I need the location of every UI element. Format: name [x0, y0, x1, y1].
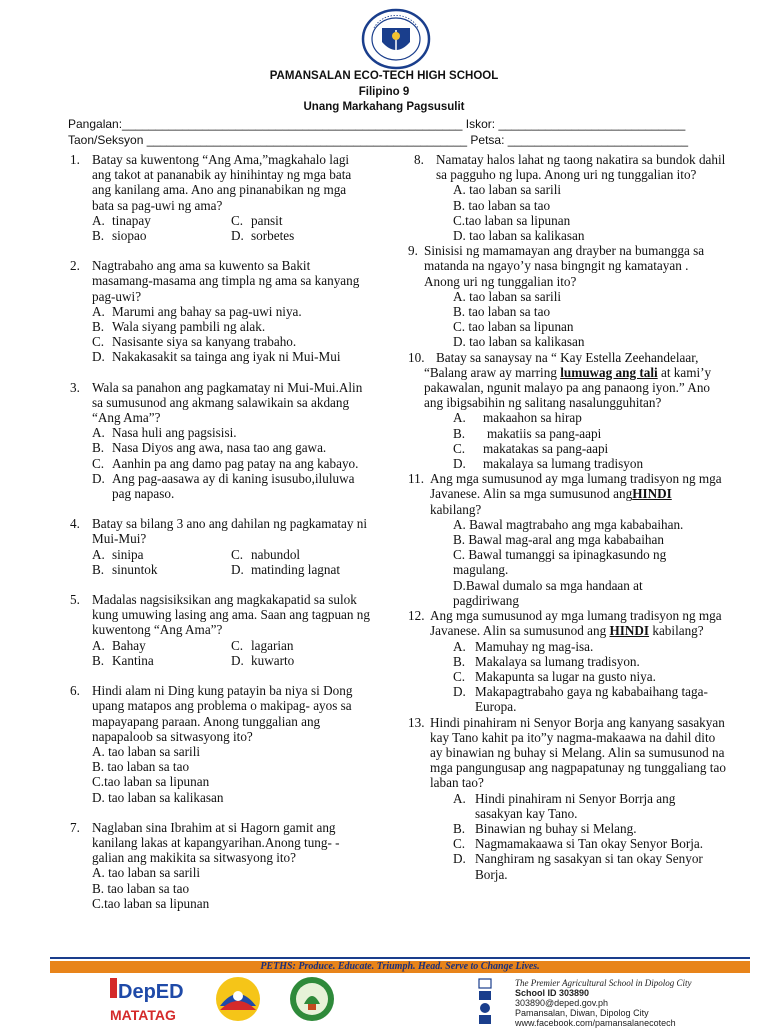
- facebook-link[interactable]: www.facebook.com/pamansalanecotech: [515, 1018, 676, 1028]
- option-b[interactable]: B. Wala siyang pambili ng alak.: [92, 319, 266, 335]
- question-13: [408, 715, 726, 882]
- option-b[interactable]: B. tao laban sa tao: [92, 759, 190, 775]
- option-c[interactable]: C. Nagmamakaawa si Tan okay Senyor Borja.: [453, 836, 704, 852]
- school-seal-logo: [282, 974, 342, 1024]
- question-text: Nagtrabaho ang ama sa kuwento sa Bakit masamang-masama ang timpla ng ama sa kanyang pag-uwi?: [92, 258, 360, 304]
- right-column: [408, 152, 726, 882]
- option-a[interactable]: A. makaahon sa hirap: [453, 410, 582, 426]
- question-text: Naglaban sina Ibrahim at si Hagorn gamit ang kanilang lakas at kapangyarihan.Anong tung- -galian ang makikita sa sitwasyong ito?: [92, 819, 340, 866]
- tagline: The Premier Agricultural School in Dipolog City: [515, 978, 692, 988]
- option-d[interactable]: D.Bawal dumalo sa mga handaan at pagdiriwang: [453, 577, 643, 608]
- question-number: 7.: [70, 819, 80, 835]
- question-text: Wala sa panahon ang pagkamatay ni Mui-Mui.Alin sa sumusunod ang akmang salawikain sa akdang “Ang Ama”?: [92, 379, 363, 426]
- question-6: [70, 683, 370, 805]
- question-8: [408, 152, 726, 243]
- option-c[interactable]: C. nabundol: [231, 546, 301, 562]
- option-a[interactable]: A. tao laban sa sarili: [453, 288, 562, 304]
- section-field[interactable]: ________________________________________________: [146, 133, 468, 147]
- option-d[interactable]: D. sorbetes: [231, 228, 295, 244]
- option-a[interactable]: A. Hindi pinahiram ni Senyor Borrja ang sasakyan kay Tano.: [453, 790, 676, 821]
- option-c[interactable]: C. lagarian: [231, 637, 294, 653]
- option-d[interactable]: D. Nanghiram ng sasakyan si tan okay Senyor Borja.: [453, 851, 703, 882]
- option-b[interactable]: B. makatiis sa pang-aapi: [453, 425, 602, 441]
- deped-logo: [108, 974, 198, 1024]
- option-b[interactable]: B. Kantina: [92, 652, 154, 668]
- option-c[interactable]: C.tao laban sa lipunan: [92, 895, 210, 911]
- deped-matatag-logo: [108, 974, 198, 1024]
- option-d[interactable]: D. matinding lagnat: [231, 561, 340, 577]
- school-name: PAMANSALAN ECO-TECH HIGH SCHOOL: [269, 70, 499, 82]
- option-b[interactable]: B. sinuntok: [92, 561, 158, 577]
- section-label: Taon/Seksyon: [68, 133, 144, 147]
- option-d[interactable]: D. kuwarto: [231, 652, 295, 668]
- option-c[interactable]: C. Bawal tumanggi sa ipinagkasundo ng magulang.: [453, 547, 667, 578]
- score-field[interactable]: ____________________________: [498, 117, 686, 131]
- question-9: [408, 243, 726, 349]
- option-c[interactable]: C. Makapunta sa lugar na gusto niya.: [453, 668, 656, 684]
- option-c[interactable]: C.tao laban sa lipunan: [453, 212, 571, 228]
- option-b[interactable]: B. Binawian ng buhay si Melang.: [453, 820, 637, 836]
- question-7: [70, 820, 370, 911]
- matatag-text: MATATAG: [110, 1007, 176, 1023]
- option-a[interactable]: A. Bahay: [92, 637, 146, 653]
- option-d[interactable]: D. makalaya sa lumang tradisyon: [453, 456, 644, 472]
- option-b[interactable]: B. siopao: [92, 228, 147, 244]
- deped-seal-logo: [360, 8, 432, 70]
- option-b[interactable]: B. tao laban sa tao: [453, 304, 551, 320]
- question-number: 11.: [408, 471, 424, 487]
- option-d[interactable]: D. tao laban sa kalikasan: [92, 789, 224, 805]
- question-number: 3.: [70, 379, 80, 395]
- option-a[interactable]: A. Mamuhay ng mag-isa.: [453, 638, 594, 654]
- name-field[interactable]: ___________________________________________________: [122, 117, 463, 131]
- question-text: Sinisisi ng mamamayan ang drayber na bumangga sa matanda na ngayo’y nasa bingngit ng kamatayan . Anong uri ng tunggalian ito?: [424, 243, 705, 289]
- score-label: Iskor:: [465, 117, 496, 131]
- option-d[interactable]: D. Nakakasakit sa tainga ang iyak ni Mui-Mui: [92, 349, 341, 365]
- question-number: 5.: [70, 592, 80, 608]
- option-d[interactable]: D. Makapagtrabaho gaya ng kababaihang taga-Europa.: [453, 684, 708, 715]
- facebook-icon: [479, 1015, 491, 1024]
- question-number: 13.: [408, 714, 425, 730]
- question-text: Namatay halos lahat ng taong nakatira sa bundok dahil sa pagguho ng lupa. Anong uri ng tunggalian ito?: [436, 152, 726, 183]
- email-link[interactable]: 303890@deped.gov.ph: [515, 998, 609, 1008]
- question-12: [408, 608, 726, 714]
- option-a[interactable]: A. Marumi ang bahay sa pag-uwi niya.: [92, 303, 302, 319]
- question-number: 2.: [70, 258, 80, 274]
- option-b[interactable]: B. tao laban sa tao: [453, 197, 551, 213]
- question-1: [70, 152, 370, 243]
- school-id: School ID 303890: [515, 988, 590, 998]
- option-a[interactable]: A. sinipa: [92, 546, 144, 562]
- option-c[interactable]: C. Nasisante siya sa kanyang trabaho.: [92, 334, 297, 350]
- option-c[interactable]: C. Aanhin pa ang damo pag patay na ang kabayo.: [92, 455, 359, 471]
- name-label: Pangalan:: [68, 117, 123, 131]
- question-10: [408, 350, 726, 472]
- footer-rule: [50, 957, 750, 959]
- question-text: Batay sa bilang 3 ano ang dahilan ng pagkamatay ni Mui-Mui?: [92, 516, 368, 547]
- question-5: [70, 592, 370, 668]
- option-a[interactable]: A. Nasa huli ang pagsisisi.: [92, 425, 237, 441]
- question-2: [70, 258, 370, 364]
- question-text: Hindi alam ni Ding kung patayin ba niya si Dong upang matapos ang problema o makipag- ayos sa mapayapang paraan. Anong tunggalian ang napapaloob sa sitwasyong ito?: [92, 683, 353, 744]
- question-text: Madalas nagsisiksikan ang magkakapatid sa sulok kung umuwing lasing ang ama. Saan ang tagpuan ng kuwentong “Ang Ama”?: [92, 592, 370, 638]
- email-icon: [479, 991, 491, 1000]
- motto-banner: PETHS: Produce. Educate. Triumph. Head. Serve to Change Lives.: [50, 961, 750, 973]
- question-number: 4.: [70, 516, 80, 532]
- name-score-row: [68, 117, 716, 131]
- option-a[interactable]: A. Bawal magtrabaho ang mga kababaihan.: [453, 516, 684, 532]
- question-number: 10.: [408, 349, 425, 365]
- option-d[interactable]: D. Ang pag-aasawa ay di kaning isusubo,iluluwa pag napaso.: [92, 470, 355, 502]
- question-3: [70, 380, 370, 502]
- option-b[interactable]: B. Bawal mag-aral ang mga kababaihan: [453, 532, 664, 548]
- left-column: [70, 152, 370, 911]
- question-text: Batay sa sanaysay na “ Kay Estella Zeehandelaar, “Balang araw ay marring lumuwag ang tali at kami’y pakawalan, ngunit malayo pa ang panaong iyon.” Ano ang ibigsabihin ng salitang nasalungguhitan?: [424, 349, 712, 411]
- exam-title: Unang Markahang Pagsusulit: [303, 101, 465, 113]
- emphasis-hindi: HINDI: [632, 486, 672, 502]
- option-d[interactable]: D. tao laban sa kalikasan: [453, 334, 585, 350]
- question-text: Ang mga sumusunod ay mga lumang tradisyon ng mga Javanese. Alin sa mga sumusunod angHINDI kabilang?: [430, 471, 722, 517]
- option-c[interactable]: C. pansit: [231, 212, 283, 228]
- option-c[interactable]: C. tao laban sa lipunan: [453, 319, 574, 335]
- question-number: 1.: [70, 152, 80, 167]
- date-label: Petsa:: [470, 133, 505, 147]
- option-a[interactable]: A. tao laban sa sarili: [453, 182, 562, 198]
- option-a[interactable]: A. tinapay: [92, 212, 151, 228]
- bagong-pilipinas-logo: [208, 974, 268, 1024]
- option-d[interactable]: D. tao laban sa kalikasan: [453, 228, 585, 244]
- date-field[interactable]: ___________________________: [507, 133, 688, 147]
- option-b[interactable]: B. Makalaya sa lumang tradisyon.: [453, 653, 640, 669]
- address: Pamansalan, Diwan, Dipolog City: [515, 1008, 649, 1018]
- contact-icons: [477, 978, 493, 1024]
- question-4: [70, 516, 370, 577]
- option-a[interactable]: A. tao laban sa sarili: [92, 743, 201, 759]
- option-c[interactable]: C. makatakas sa pang-aapi: [453, 440, 609, 456]
- underlined-phrase: lumuwag ang tali: [560, 364, 658, 380]
- question-text: Ang mga sumusunod ay mga lumang tradisyon ng mga Javanese. Alin sa sumusunod ang HINDI kabilang?: [430, 608, 722, 639]
- question-11: [408, 471, 726, 608]
- subject-title: Filipino 9: [358, 86, 410, 98]
- question-number: 8.: [414, 152, 424, 167]
- school-contact-info: [515, 978, 692, 1028]
- emphasis-hindi: HINDI: [609, 623, 650, 639]
- location-icon: [480, 1003, 490, 1013]
- question-text: Hindi pinahiram ni Senyor Borja ang kanyang sasakyan kay Tano kahit pa ito”y nagma-makaawa na dahil dito ay binawian ng buhay si Melang. Alin sa sumusunod na mga pangungusap ang nagpapatunay ng tunggaliang tao laban tao?: [430, 714, 726, 791]
- option-b[interactable]: B. tao laban sa tao: [92, 880, 190, 896]
- deped-text: DepED: [118, 981, 184, 1003]
- option-b[interactable]: B. Nasa Diyos ang awa, nasa tao ang gawa.: [92, 440, 327, 456]
- section-date-row: [68, 133, 716, 147]
- question-text: Batay sa kuwentong “Ang Ama,”magkahalo lagi ang takot at pananabik ay hinihintay ng mga bata ang kanilang ama. Ano ang pinanabikan ng mga bata sa pag-uwi ng ama?: [92, 152, 352, 213]
- option-a[interactable]: A. tao laban sa sarili: [92, 865, 201, 881]
- option-c[interactable]: C.tao laban sa lipunan: [92, 774, 210, 790]
- school-icon: [479, 979, 491, 988]
- question-number: 12.: [408, 608, 425, 624]
- question-number: 9.: [408, 243, 418, 259]
- question-number: 6.: [70, 683, 80, 699]
